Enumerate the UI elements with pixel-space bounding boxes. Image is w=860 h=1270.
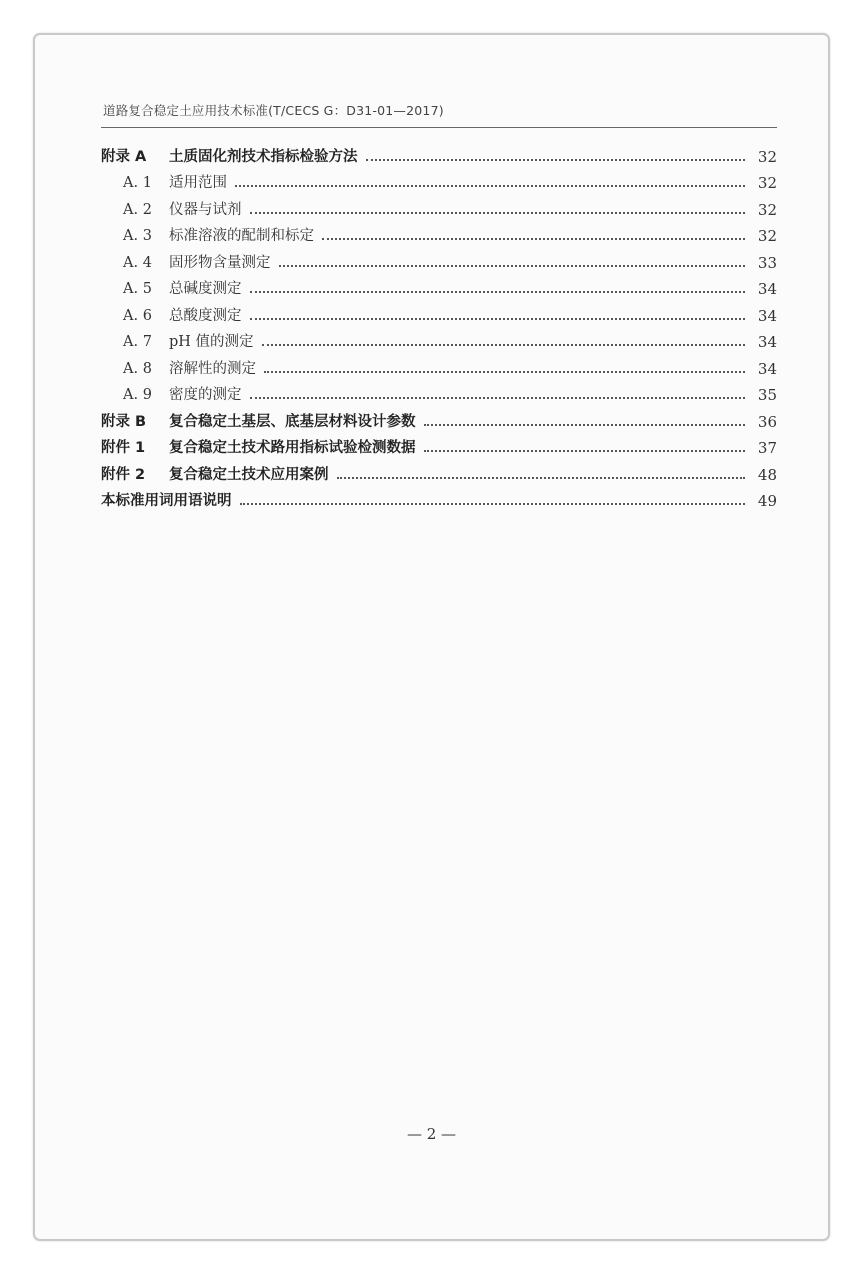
toc-entry-title: 复合稳定土基层、底基层材料设计参数 (169, 413, 416, 430)
toc-entry-number: 附录 A (101, 148, 147, 165)
toc-entry[interactable] (101, 219, 777, 246)
toc-entry[interactable] (101, 325, 777, 352)
toc-entry[interactable] (101, 245, 777, 272)
toc-entry-page: 37 (757, 439, 777, 457)
toc-entry[interactable] (101, 404, 777, 431)
dot-leader (279, 264, 746, 267)
toc-entry-page: 35 (757, 386, 777, 404)
toc-entry-page: 36 (757, 412, 777, 431)
toc-entry-number: A. 9 (123, 387, 152, 403)
toc-entry-title: 溶解性的测定 (169, 360, 256, 377)
toc-entry-title: 标准溶液的配制和标定 (169, 228, 314, 244)
toc-entry-page: 48 (757, 465, 777, 484)
toc-entry[interactable] (101, 139, 777, 166)
toc-entry-page: 34 (757, 306, 777, 325)
toc-entry-page: 32 (757, 147, 777, 166)
toc-entry[interactable] (101, 298, 777, 325)
toc-entry-page: 34 (757, 280, 777, 298)
dot-leader (250, 317, 746, 320)
document-page (33, 33, 830, 1241)
toc-entry-number: A. 3 (123, 228, 152, 244)
toc-entry-number: 附录 B (101, 413, 147, 430)
toc-entry-page: 34 (757, 359, 777, 378)
dot-leader (366, 158, 746, 161)
toc-entry-page: 49 (757, 492, 777, 510)
toc-entry-title: 总酸度测定 (169, 307, 242, 324)
toc-entry[interactable] (101, 484, 777, 511)
dot-leader (240, 502, 746, 505)
toc-entry-number: A. 2 (123, 201, 152, 218)
toc-entry-title: 本标准用词用语说明 (101, 493, 232, 509)
table-of-contents (101, 139, 777, 510)
toc-entry-number: A. 7 (123, 334, 152, 350)
dot-leader (235, 184, 745, 187)
dot-leader (337, 476, 746, 479)
toc-entry-title: 密度的测定 (169, 387, 242, 403)
toc-entry-page: 32 (757, 227, 777, 245)
toc-entry-page: 32 (757, 200, 777, 219)
toc-entry[interactable] (101, 166, 777, 193)
toc-entry-number: A. 5 (123, 281, 152, 297)
toc-entry[interactable] (101, 457, 777, 484)
dot-leader (250, 396, 746, 399)
toc-entry[interactable] (101, 351, 777, 378)
toc-entry-title: 复合稳定土技术路用指标试验检测数据 (169, 440, 416, 456)
toc-entry[interactable] (101, 272, 777, 299)
toc-entry[interactable] (101, 192, 777, 219)
dot-leader (322, 237, 745, 240)
dot-leader (424, 449, 746, 452)
dot-leader (264, 370, 745, 373)
toc-entry-title: 复合稳定土技术应用案例 (169, 466, 329, 483)
toc-entry[interactable] (101, 431, 777, 458)
toc-entry-number: A. 6 (123, 307, 152, 324)
toc-entry-number: 附件 1 (101, 440, 146, 456)
toc-entry-number: A. 1 (123, 175, 152, 191)
toc-entry-page: 34 (757, 333, 777, 351)
toc-entry-title: 固形物含量测定 (169, 254, 271, 271)
toc-entry-number: A. 4 (123, 254, 152, 271)
dot-leader (250, 290, 746, 293)
toc-entry-title: 适用范围 (169, 175, 227, 191)
toc-entry-page: 33 (757, 253, 777, 272)
toc-entry-title: 土质固化剂技术指标检验方法 (169, 148, 358, 165)
toc-entry-title: pH 值的测定 (169, 334, 254, 350)
dot-leader (250, 211, 746, 214)
dot-leader (424, 423, 746, 426)
toc-entry[interactable] (101, 378, 777, 405)
dot-leader (262, 343, 745, 346)
toc-entry-number: 附件 2 (101, 466, 146, 483)
toc-entry-page: 32 (757, 174, 777, 192)
running-header: 道路复合稳定土应用技术标准(T/CECS G：D31-01—2017) (103, 103, 444, 118)
toc-entry-number: A. 8 (123, 360, 152, 377)
page-number: — 2 — (406, 1125, 457, 1143)
toc-entry-title: 仪器与试剂 (169, 201, 242, 218)
header-rule (101, 127, 777, 128)
toc-entry-title: 总碱度测定 (169, 281, 242, 297)
